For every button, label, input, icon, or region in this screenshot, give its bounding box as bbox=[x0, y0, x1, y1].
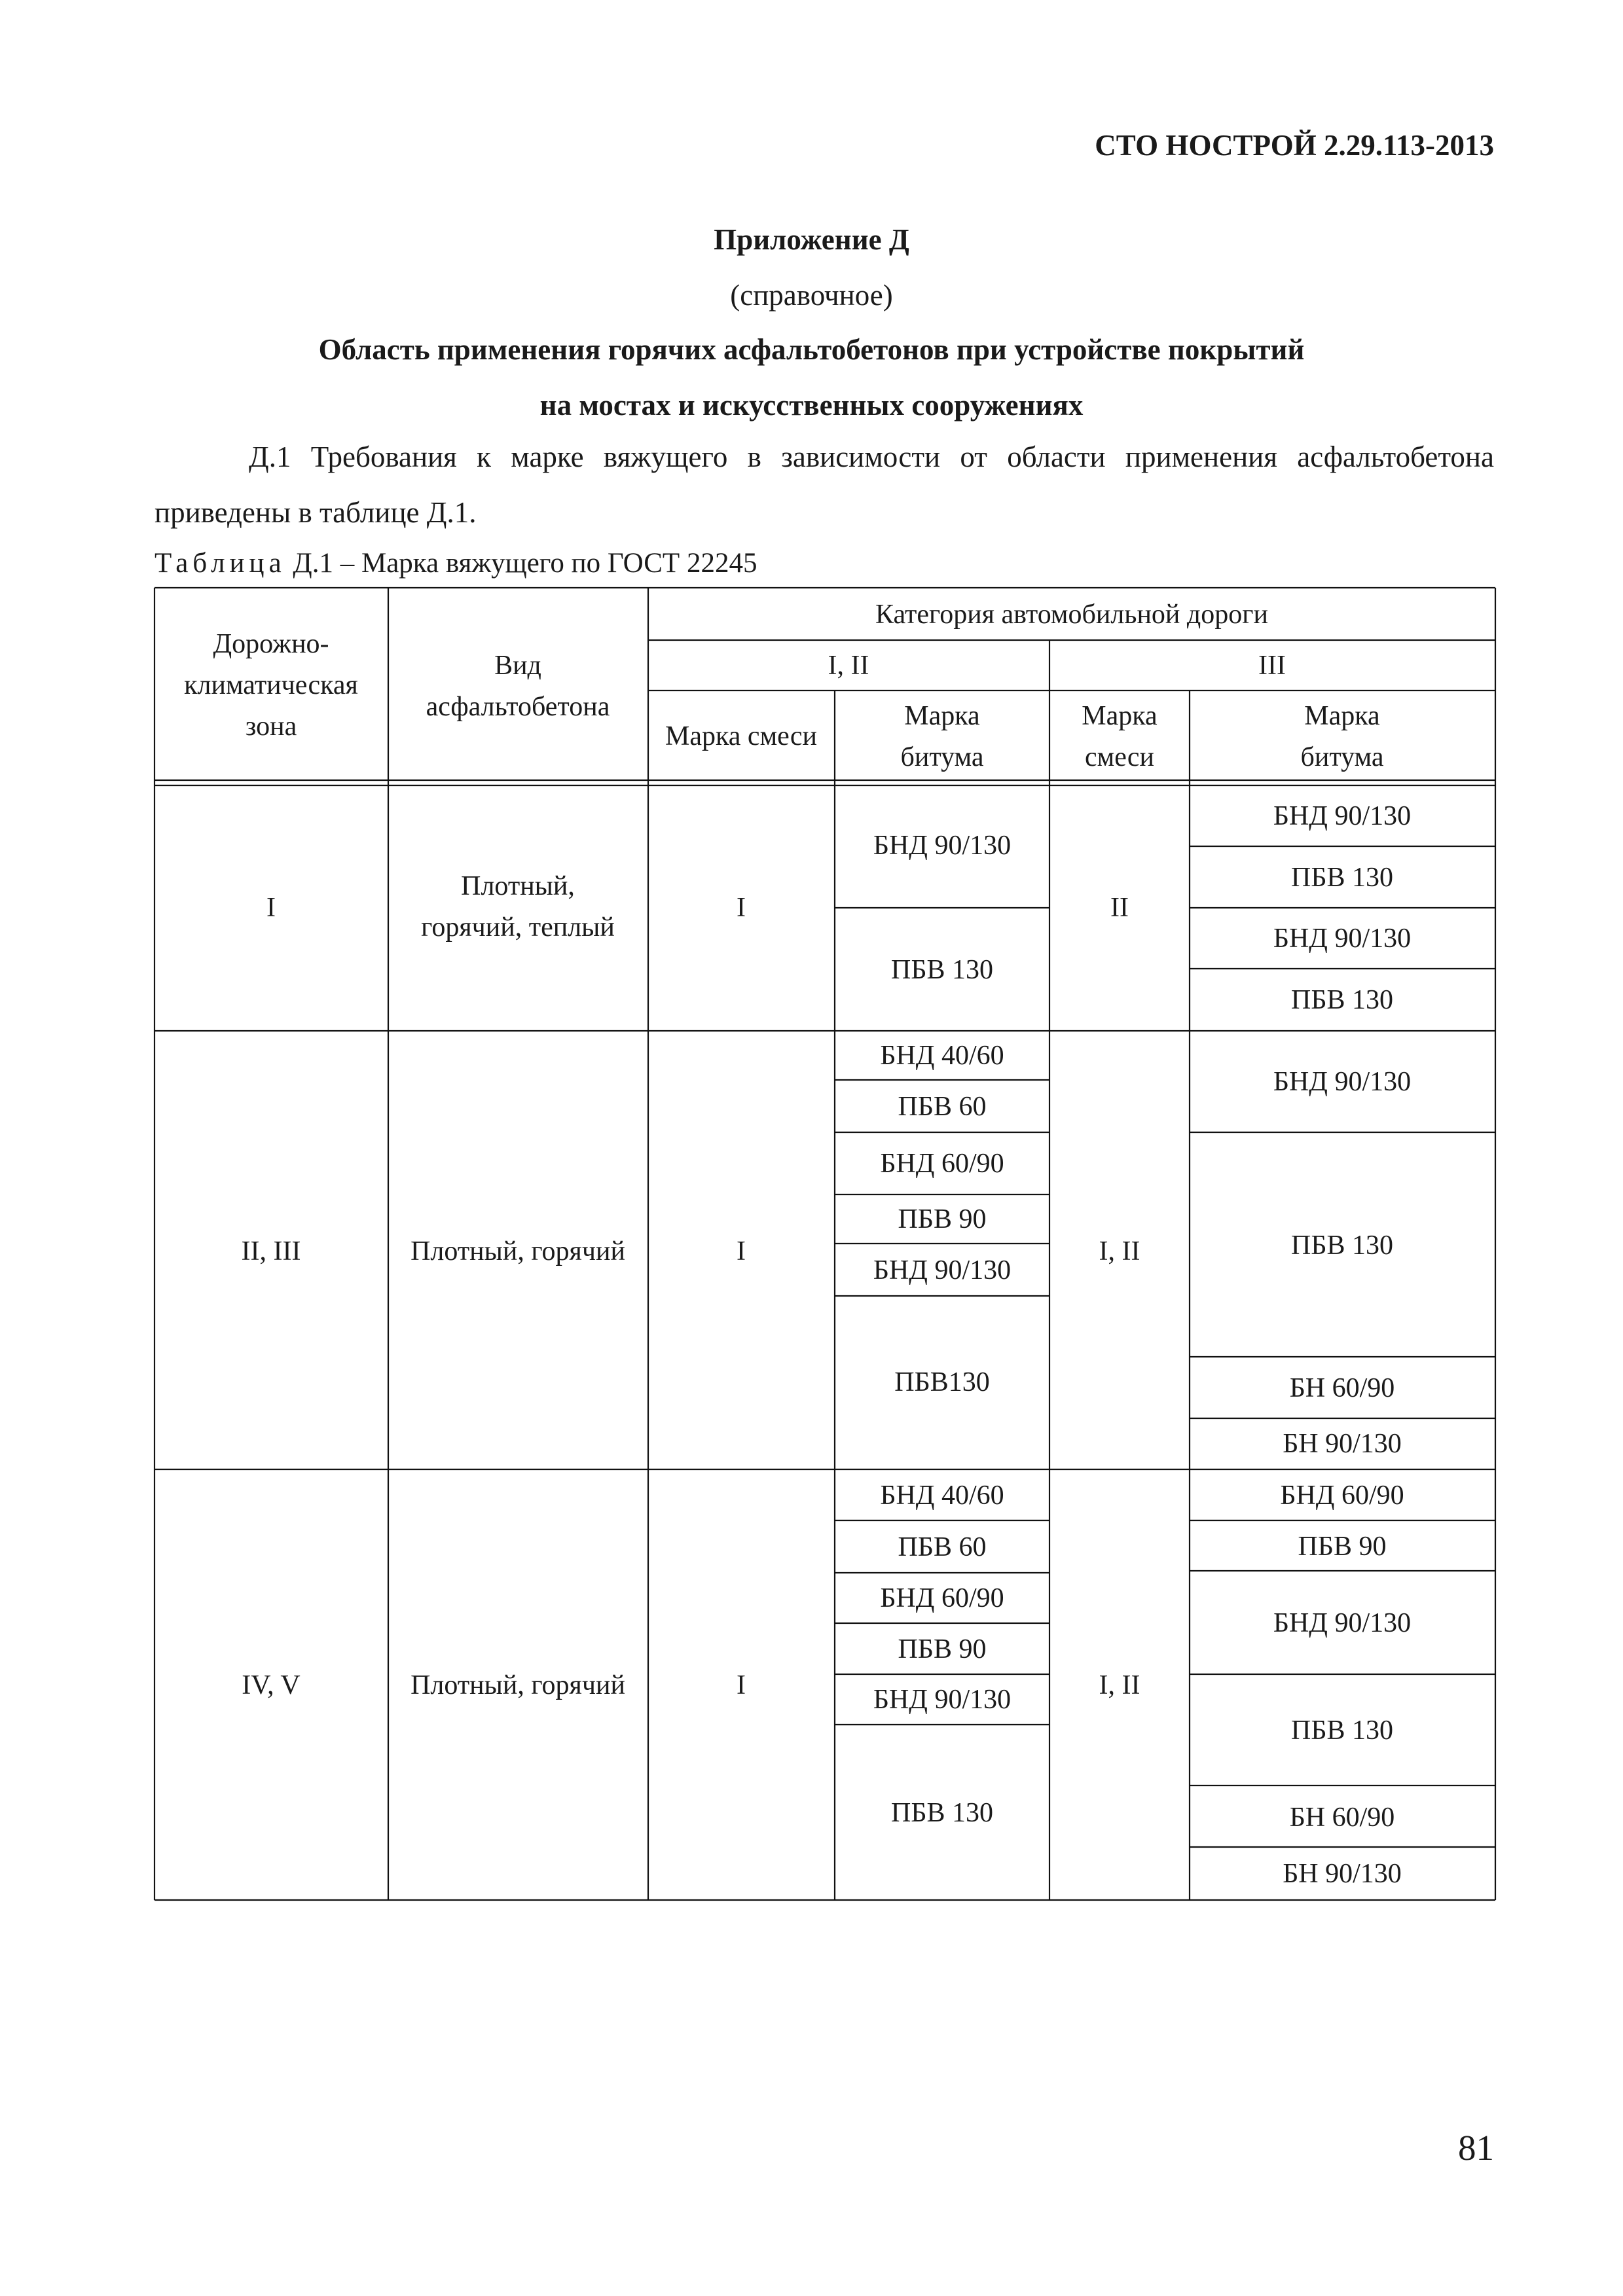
g1-bit12-0: БНД 90/130 bbox=[873, 831, 1012, 861]
header-type-line2: асфальтобетона bbox=[426, 692, 610, 722]
g2-bit3-0: БНД 90/130 bbox=[1273, 1067, 1412, 1097]
g2-mix12: I bbox=[737, 1236, 746, 1266]
g3-mix12: I bbox=[737, 1670, 746, 1700]
g3-bit3-0: БНД 60/90 bbox=[1280, 1480, 1404, 1511]
appendix-title: Приложение Д bbox=[714, 223, 909, 256]
g1-bit3-0: БНД 90/130 bbox=[1273, 801, 1412, 831]
header-zone-line3: зона bbox=[245, 711, 297, 742]
header-zone-line1: Дорожно- bbox=[213, 629, 329, 659]
appendix-heading-line1: Область применения горячих асфальтобетонов при устройстве покрытий bbox=[318, 333, 1305, 366]
g3-bit3-1: ПБВ 90 bbox=[1298, 1532, 1387, 1562]
g3-bit12-5: ПБВ 130 bbox=[891, 1798, 993, 1828]
document-code: СТО НОСТРОЙ 2.29.113-2013 bbox=[1095, 129, 1494, 162]
g3-mix3: I, II bbox=[1099, 1670, 1140, 1700]
appendix-subtitle: (справочное) bbox=[730, 279, 893, 312]
g2-bit3-1: ПБВ 130 bbox=[1291, 1230, 1393, 1261]
appendix-heading-line2: на мостах и искусственных сооружениях bbox=[539, 389, 1084, 422]
g3-type: Плотный, горячий bbox=[410, 1670, 625, 1700]
paragraph-line2: приведены в таблице Д.1. bbox=[155, 496, 477, 529]
table-caption-text: Д.1 – Марка вяжущего по ГОСТ 22245 bbox=[285, 548, 757, 579]
header-type-line1: Вид bbox=[494, 651, 541, 681]
g3-bit12-2: БНД 60/90 bbox=[880, 1583, 1004, 1613]
g2-bit3-3: БН 90/130 bbox=[1283, 1429, 1402, 1459]
g2-zone: II, III bbox=[241, 1236, 301, 1266]
g2-type: Плотный, горячий bbox=[410, 1236, 625, 1266]
g2-mix3: I, II bbox=[1099, 1236, 1140, 1266]
g3-zone: IV, V bbox=[242, 1670, 301, 1700]
header-bitumen-3-line2: битума bbox=[1300, 742, 1384, 772]
header-bitumen-12-line2: битума bbox=[900, 742, 984, 772]
g3-bit12-3: ПБВ 90 bbox=[898, 1634, 987, 1664]
header-mix-3-line1: Марка bbox=[1082, 701, 1158, 731]
g3-bit12-1: ПБВ 60 bbox=[898, 1532, 987, 1562]
header-bitumen-3-line1: Марка bbox=[1304, 701, 1380, 731]
g3-bit12-0: БНД 40/60 bbox=[880, 1480, 1004, 1511]
header-category-3: III bbox=[1258, 651, 1286, 681]
g1-type-line1: Плотный, bbox=[461, 871, 575, 901]
g1-zone: I bbox=[266, 893, 276, 923]
g2-bit3-2: БН 60/90 bbox=[1289, 1373, 1395, 1403]
g1-type-line2: горячий, теплый bbox=[421, 912, 615, 942]
g1-bit3-1: ПБВ 130 bbox=[1291, 863, 1393, 893]
g1-mix3: II bbox=[1110, 893, 1129, 923]
header-mix-grade: Марка смеси bbox=[665, 721, 817, 751]
g1-bit3-2: БНД 90/130 bbox=[1273, 924, 1412, 954]
g3-bit12-4: БНД 90/130 bbox=[873, 1685, 1012, 1715]
header-mix-3-line2: смеси bbox=[1084, 742, 1155, 772]
g3-bit3-3: ПБВ 130 bbox=[1291, 1715, 1393, 1746]
header-category-1-2: I, II bbox=[828, 651, 869, 681]
g1-bit12-1: ПБВ 130 bbox=[891, 955, 993, 985]
table-caption-label: Таблица bbox=[155, 548, 286, 579]
g2-bit12-0: БНД 40/60 bbox=[880, 1041, 1004, 1071]
g1-bit3-3: ПБВ 130 bbox=[1291, 985, 1393, 1015]
header-category: Категория автомобильной дороги bbox=[875, 600, 1268, 630]
g2-bit12-1: ПБВ 60 bbox=[898, 1092, 987, 1122]
header-zone-line2: климатическая bbox=[184, 670, 358, 700]
g3-bit3-4: БН 60/90 bbox=[1289, 1803, 1395, 1833]
g3-bit3-5: БН 90/130 bbox=[1283, 1859, 1402, 1889]
g2-bit12-4: БНД 90/130 bbox=[873, 1255, 1012, 1285]
g2-bit12-5: ПБВ130 bbox=[894, 1367, 990, 1397]
header-bitumen-12-line1: Марка bbox=[904, 701, 980, 731]
g1-mix12: I bbox=[737, 893, 746, 923]
page-number: 81 bbox=[1458, 2128, 1494, 2168]
paragraph-line1: Д.1 Требования к марке вяжущего в зависимости от области применения асфальтобетона bbox=[249, 440, 1494, 473]
g2-bit12-3: ПБВ 90 bbox=[898, 1204, 987, 1234]
g3-bit3-2: БНД 90/130 bbox=[1273, 1608, 1412, 1638]
g2-bit12-2: БНД 60/90 bbox=[880, 1149, 1004, 1179]
